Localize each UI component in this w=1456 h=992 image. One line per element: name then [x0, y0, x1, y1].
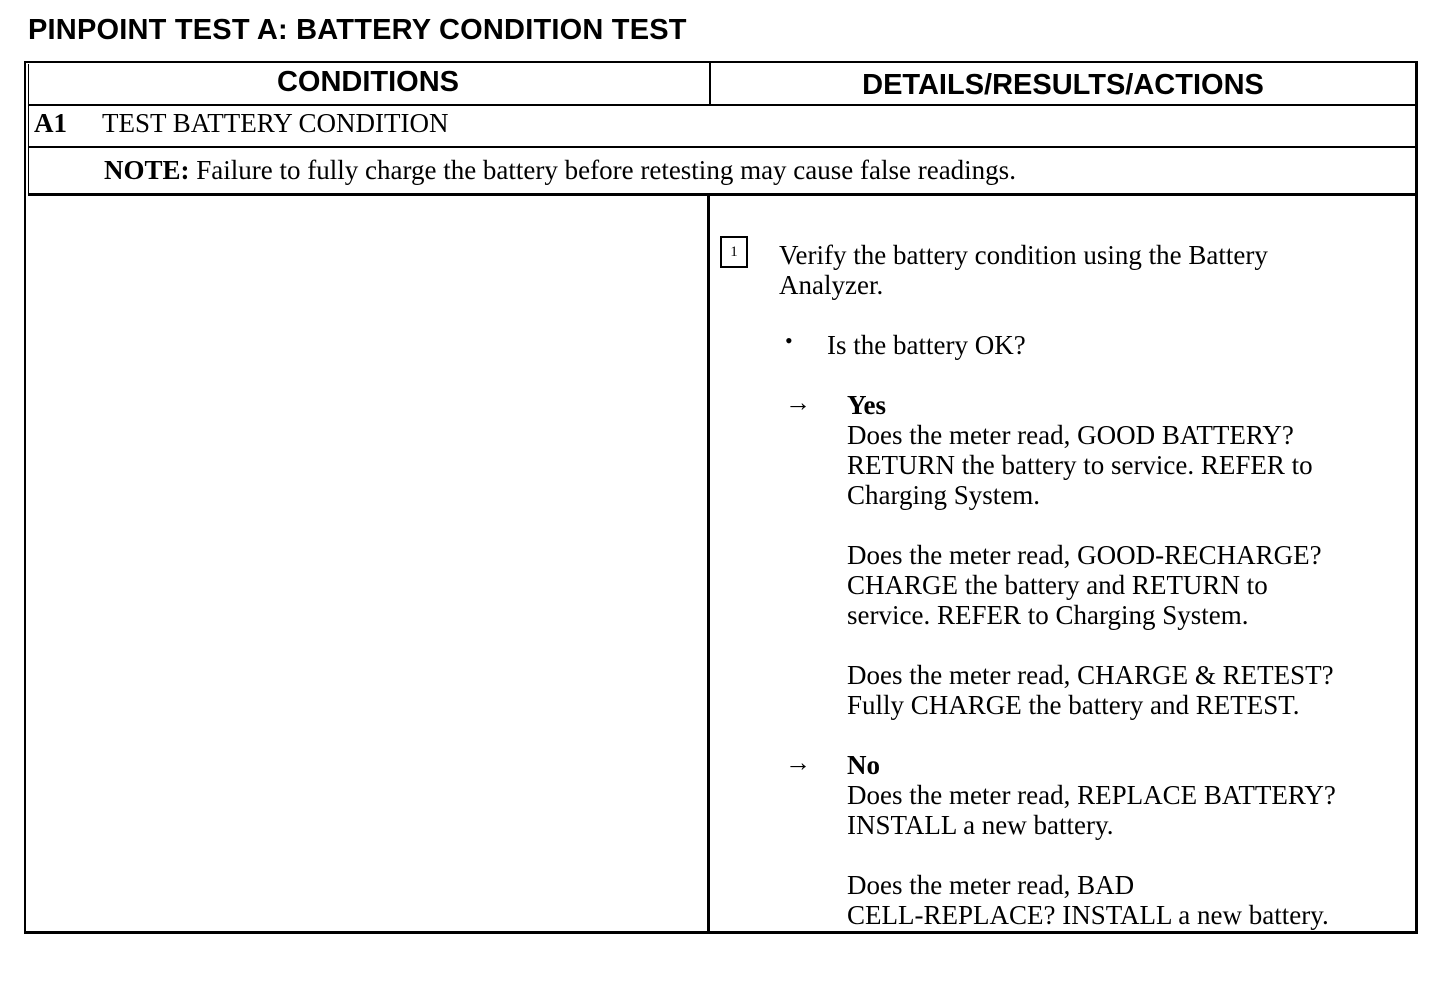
yes-block-1-line-1: Does the meter read, GOOD BATTERY? — [847, 420, 1294, 450]
bullet-icon: • — [785, 328, 793, 353]
yes-block-3-line-2: Fully CHARGE the battery and RETEST. — [847, 690, 1300, 720]
column-divider-body — [707, 195, 710, 932]
yes-label: Yes — [847, 390, 886, 420]
yes-block-2-line-3: service. REFER to Charging System. — [847, 600, 1249, 630]
arrow-right-icon-no: → — [785, 748, 811, 777]
instruction-line-2: Analyzer. — [779, 270, 884, 300]
note-label: NOTE: — [104, 155, 190, 185]
substep-number-box: 1 — [720, 236, 748, 268]
yes-block-2-line-1: Does the meter read, GOOD-RECHARGE? — [847, 540, 1322, 570]
header-divider — [28, 104, 1416, 106]
instruction-line-1: Verify the battery condition using the Battery — [779, 240, 1268, 270]
yes-block-3-line-1: Does the meter read, CHARGE & RETEST? — [847, 660, 1334, 690]
header-details: DETAILS/RESULTS/ACTIONS — [862, 69, 1264, 101]
note-text: Failure to fully charge the battery before retesting may cause false readings. — [189, 155, 1016, 185]
no-block-2-line-2: CELL-REPLACE? INSTALL a new battery. — [847, 900, 1329, 930]
no-label: No — [847, 750, 880, 780]
no-block-2-line-1: Does the meter read, BAD — [847, 870, 1135, 900]
note-divider — [28, 193, 1416, 196]
yes-block-2-line-2: CHARGE the battery and RETURN to — [847, 570, 1268, 600]
question: Is the battery OK? — [827, 330, 1026, 360]
no-block-1-line-2: INSTALL a new battery. — [847, 810, 1114, 840]
note-row — [104, 155, 1016, 186]
header-conditions: CONDITIONS — [276, 66, 460, 98]
arrow-right-icon-yes: → — [785, 388, 811, 417]
step-row — [34, 108, 449, 139]
yes-block-1-line-3: Charging System. — [847, 480, 1041, 510]
page-title: PINPOINT TEST A: BATTERY CONDITION TEST — [28, 14, 687, 46]
step-title: TEST BATTERY CONDITION — [102, 108, 449, 138]
step-id: A1 — [34, 108, 67, 138]
no-block-1-line-1: Does the meter read, REPLACE BATTERY? — [847, 780, 1336, 810]
step-divider — [28, 146, 1416, 148]
yes-block-1-line-2: RETURN the battery to service. REFER to — [847, 450, 1313, 480]
